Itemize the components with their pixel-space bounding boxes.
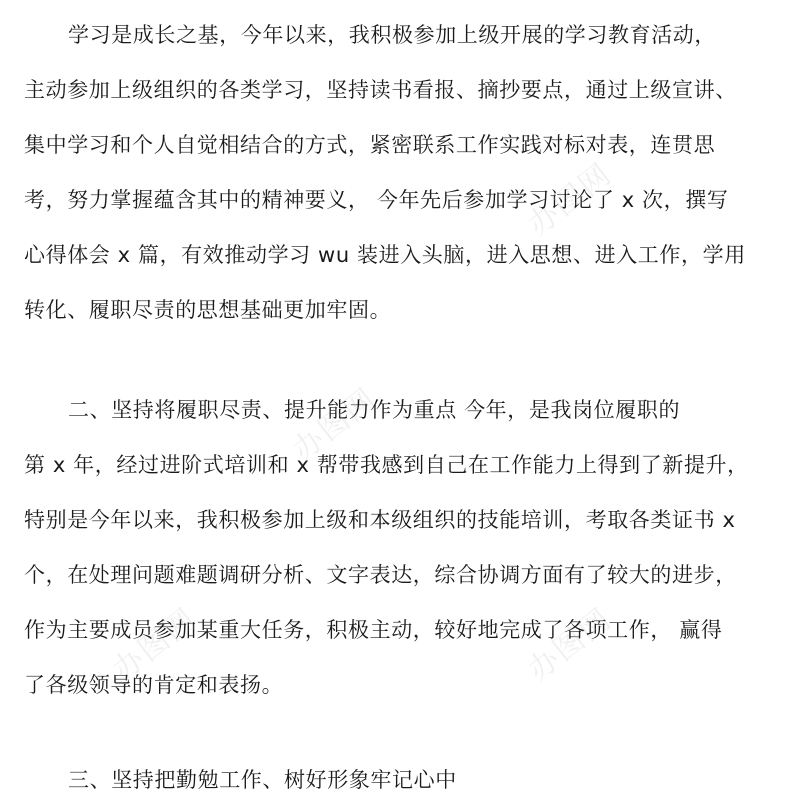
paragraph-2-line-3: 特别是今年以来，我积极参加上级和本级组织的技能培训，考取各类证书 x (24, 508, 736, 532)
paragraph-1-line-5: 心得体会 x 篇，有效推动学习 wu 装进入头脑，进入思想、进入工作，学用 (24, 243, 746, 267)
watermark: 办图网 (106, 601, 204, 689)
paragraph-2-line-1: 二、坚持将履职尽责、提升能力作为重点 今年，是我岗位履职的 (68, 398, 681, 422)
paragraph-2-line-2: 第 x 年，经过进阶式培训和 x 帮带我感到自己在工作能力上得到了新提升， (24, 453, 749, 477)
paragraph-1-line-6: 转化、履职尽责的思想基础更加牢固。 (24, 298, 392, 322)
watermark: 办图网 (521, 601, 619, 689)
paragraph-2-line-4: 个，在处理问题难题调研分析、文字表达，综合协调方面有了较大的进步， (24, 563, 737, 587)
watermark: 办图网 (286, 381, 384, 469)
paragraph-2-line-6: 了各级领导的肯定和表扬。 (24, 673, 284, 697)
paragraph-2-line-5: 作为主要成员参加某重大任务，积极主动，较好地完成了各项工作， 赢得 (24, 618, 723, 642)
watermark: 办图网 (521, 156, 619, 244)
paragraph-1-line-3: 集中学习和个人自觉相结合的方式，紧密联系工作实践对标对表，连贯思 (24, 133, 716, 157)
paragraph-1-line-2: 主动参加上级组织的各类学习，坚持读书看报、摘抄要点，通过上级宣讲、 (24, 78, 737, 102)
section-heading-3: 三、坚持把勤勉工作、树好形象牢记心中 (68, 768, 457, 792)
paragraph-1-line-1: 学习是成长之基，今年以来，我积极参加上级开展的学习教育活动， (68, 23, 716, 47)
paragraph-1-line-4: 考，努力掌握蕴含其中的精神要义， 今年先后参加学习讨论了 x 次，撰写 (24, 188, 729, 212)
